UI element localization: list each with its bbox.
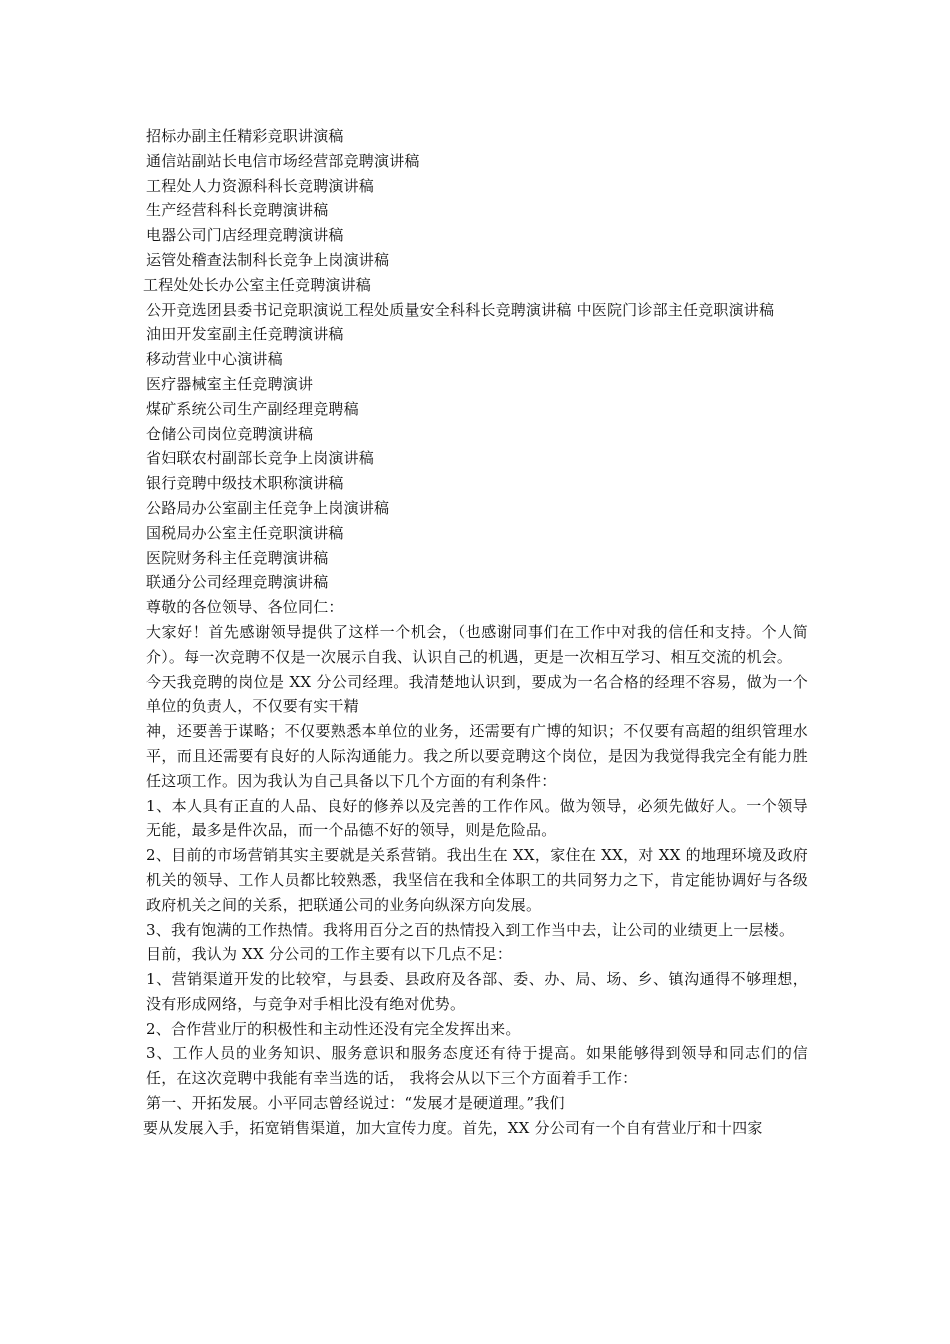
body-paragraph: 2、合作营业厅的积极性和主动性还没有完全发挥出来。: [146, 1019, 521, 1038]
title-line: 工程处处长办公室主任竞聘演讲稿: [143, 275, 372, 294]
title-line: 医院财务科主任竞聘演讲稿: [146, 548, 329, 567]
title-line: 公路局办公室副主任竞争上岗演讲稿: [146, 498, 390, 517]
title-line: 联通分公司经理竞聘演讲稿: [146, 573, 329, 592]
title-line: 运管处稽查法制科长竞争上岗演讲稿: [146, 250, 390, 269]
body-paragraph: 3、我有饱满的工作热情。我将用百分之百的热情投入到工作当中去，让公司的业绩更上一层楼。: [146, 920, 795, 939]
salutation: 尊敬的各位领导、各位同仁：: [146, 598, 344, 617]
body-paragraph: 今天我竞聘的岗位是 XX 分公司经理。我清楚地认识到，要成为一名合格的经理不容易，做为一个单位的负责人，不仅要有实干精: [146, 672, 808, 716]
title-line: 电器公司门店经理竞聘演讲稿: [146, 226, 344, 245]
title-line: 省妇联农村副部长竞争上岗演讲稿: [146, 449, 375, 468]
body-paragraph: 第一、开拓发展。小平同志曾经说过：“发展才是硬道理。”我们: [146, 1094, 565, 1113]
body-paragraph: 3、工作人员的业务知识、服务意识和服务态度还有待于提高。如果能够得到领导和同志们的信任，在这次竞聘中我能有幸当选的话， 我将会从以下三个方面着手工作：: [146, 1044, 808, 1088]
title-line: 仓储公司岗位竞聘演讲稿: [146, 424, 314, 443]
title-line-combined: 公开竞选团县委书记竞职演说工程处质量安全科科长竞聘演讲稿 中医院门诊部主任竞职演讲稿: [146, 300, 775, 319]
body-paragraph: 目前，我认为 XX 分公司的工作主要有以下几点不足：: [146, 945, 513, 964]
body-paragraph: 2、目前的市场营销其实主要就是关系营销。我出生在 XX，家住在 XX，对 XX 的地理环境及政府机关的领导、工作人员都比较熟悉，我坚信在我和全体职工的共同努力之下，肯定能协调好与各级政府机关之间的关系，把联通公司的业务向纵深方向发展。: [146, 846, 808, 914]
title-line: 银行竞聘中级技术职称演讲稿: [146, 474, 344, 493]
body-paragraph: 1、本人具有正直的人品、良好的修养以及完善的工作作风。做为领导，必须先做好人。一个领导无能，最多是件次品，而一个品德不好的领导，则是危险品。: [146, 796, 808, 840]
title-line: 招标办副主任精彩竞职讲演稿: [146, 127, 344, 145]
document-body: [143, 124, 808, 1141]
title-line: 生产经营科科长竞聘演讲稿: [146, 201, 329, 220]
body-paragraph: 神，还要善于谋略；不仅要熟悉本单位的业务，还需要有广博的知识；不仅要有高超的组织管理水平，而且还需要有良好的人际沟通能力。我之所以要竞聘这个岗位，是因为我觉得我完全有能力胜任这项工作。因为我认为自己具备以下几个方面的有利条件：: [146, 722, 808, 790]
title-line: 医疗器械室主任竞聘演讲: [146, 374, 314, 393]
body-paragraph: 1、营销渠道开发的比较窄，与县委、县政府及各部、委、办、局、场、乡、镇沟通得不够理想，没有形成网络，与竞争对手相比没有绝对优势。: [146, 970, 808, 1013]
title-line: 通信站副站长电信市场经营部竞聘演讲稿: [146, 151, 420, 170]
body-paragraph: 要从发展入手，拓宽销售渠道，加大宣传力度。首先，XX 分公司有一个自有营业厅和十四家: [143, 1118, 763, 1137]
title-line: 油田开发室副主任竞聘演讲稿: [146, 325, 344, 344]
title-line: 煤矿系统公司生产副经理竞聘稿: [146, 399, 359, 418]
title-line: 工程处人力资源科科长竞聘演讲稿: [146, 176, 375, 195]
title-line: 国税局办公室主任竞职演讲稿: [146, 523, 344, 542]
body-paragraph: 大家好！首先感谢领导提供了这样一个机会，（也感谢同事们在工作中对我的信任和支持。个人简介）。每一次竞聘不仅是一次展示自我、认识自己的机遇，更是一次相互学习、相互交流的机会。: [146, 622, 808, 666]
title-line: 移动营业中心演讲稿: [146, 350, 283, 369]
